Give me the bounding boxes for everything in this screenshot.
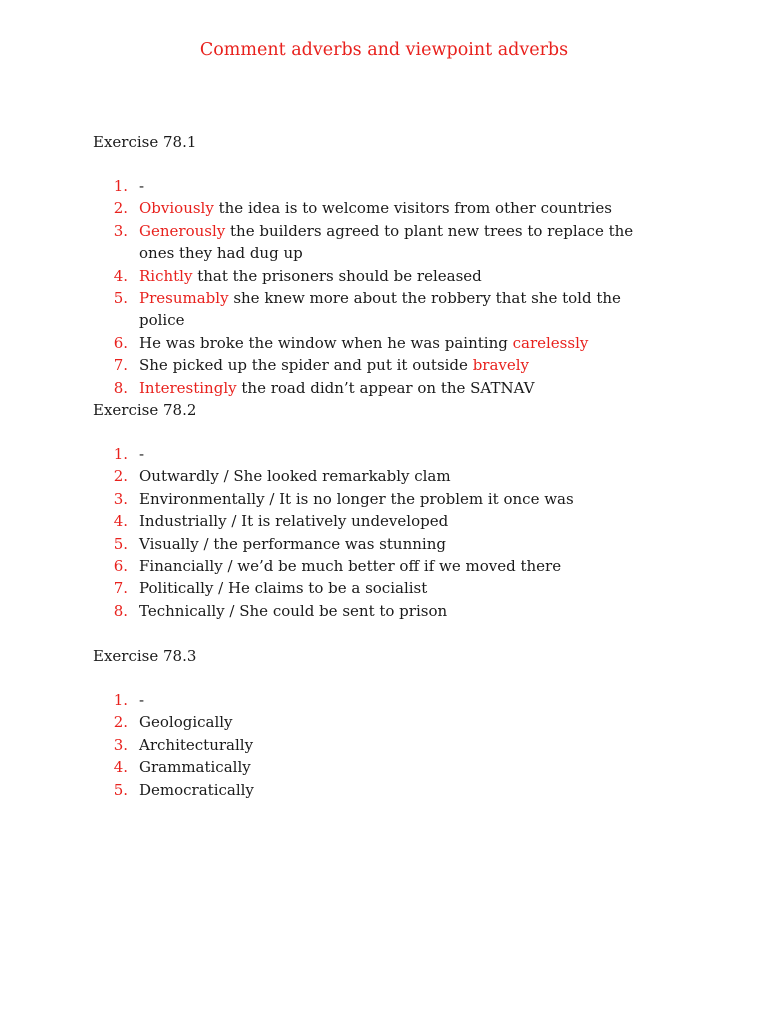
item-number: 5. — [113, 289, 128, 308]
list-item — [93, 689, 669, 711]
item-text: - — [139, 445, 145, 463]
exercise-heading: Exercise 78.1 — [93, 133, 197, 151]
item-number: 8. — [113, 601, 128, 620]
adverb-highlight: Generously — [139, 221, 226, 240]
exercise-78-3 — [93, 645, 693, 801]
item-number: 2. — [113, 467, 128, 486]
item-text: Financially / we’d be much better off if we moved there — [139, 557, 562, 576]
adverb-highlight: Presumably — [139, 289, 229, 308]
item-text: Technically / She could be sent to prison — [139, 601, 448, 620]
item-text: Architecturally — [139, 735, 254, 754]
list-item — [93, 533, 669, 555]
list-item — [93, 287, 669, 332]
adverb-highlight: Obviously — [139, 199, 214, 218]
exercise-78-1 — [93, 131, 693, 399]
adverb-highlight: Interestingly — [139, 378, 237, 397]
list-item — [93, 734, 669, 756]
item-text: She picked up the spider and put it outside — [139, 356, 473, 375]
item-text: the builders agreed to plant new trees to replace the ones they had dug up — [139, 221, 634, 263]
list-item — [93, 197, 669, 219]
item-number: 6. — [113, 333, 128, 352]
item-number: 3. — [113, 221, 128, 240]
list-item — [93, 332, 669, 354]
item-number: 5. — [113, 780, 128, 799]
item-text: Outwardly / She looked remarkably clam — [139, 467, 451, 486]
list-item — [93, 756, 669, 778]
item-number: 8. — [113, 378, 128, 397]
item-number: 7. — [113, 356, 128, 375]
list-item — [93, 354, 669, 376]
list-item — [93, 711, 669, 733]
item-number: 4. — [113, 758, 128, 777]
adverb-highlight: bravely — [472, 356, 530, 375]
list-item — [93, 510, 669, 532]
item-number: 1. — [113, 691, 128, 709]
item-text: Industrially / It is relatively undeveloped — [139, 512, 449, 531]
item-number: 4. — [113, 512, 128, 531]
answer-list — [93, 689, 693, 801]
item-number: 4. — [113, 266, 128, 285]
item-text: Politically / He claims to be a socialist — [139, 579, 428, 598]
list-item — [93, 465, 669, 487]
item-number: 7. — [113, 579, 128, 598]
answer-list — [93, 443, 693, 622]
item-text: Democratically — [139, 780, 254, 799]
item-number: 2. — [113, 713, 128, 732]
item-text: that the prisoners should be released — [192, 266, 482, 285]
item-number: 5. — [113, 534, 128, 553]
page-title: Comment adverbs and viewpoint adverbs — [199, 40, 569, 60]
list-item — [93, 577, 669, 599]
item-text: - — [139, 177, 145, 195]
item-text: Environmentally / It is no longer the problem it once was — [139, 489, 574, 508]
exercise-78-2 — [93, 399, 693, 622]
item-number: 2. — [113, 199, 128, 218]
item-text: Visually / the performance was stunning — [139, 534, 446, 553]
exercise-heading: Exercise 78.2 — [93, 401, 197, 419]
item-text: Grammatically — [139, 758, 251, 777]
item-text: He was broke the window when he was painting — [139, 333, 513, 352]
item-number: 1. — [113, 177, 128, 195]
item-number: 3. — [113, 489, 128, 508]
item-text: Geologically — [139, 713, 233, 732]
list-item — [93, 779, 669, 801]
item-text: she knew more about the robbery that she told the police — [139, 289, 621, 330]
exercise-heading: Exercise 78.3 — [93, 647, 197, 665]
adverb-highlight: Richtly — [139, 266, 193, 285]
list-item — [93, 377, 669, 399]
list-item — [93, 175, 669, 197]
item-text: - — [139, 691, 145, 709]
item-text: the road didn’t appear on the SATNAV — [236, 378, 535, 397]
item-number: 1. — [113, 445, 128, 463]
list-item — [93, 265, 669, 287]
list-item — [93, 488, 669, 510]
list-item — [93, 600, 669, 622]
item-number: 3. — [113, 735, 128, 754]
item-text: the idea is to welcome visitors from other countries — [213, 199, 612, 218]
list-item — [93, 220, 669, 265]
list-item — [93, 555, 669, 577]
list-item — [93, 443, 669, 465]
answer-list — [93, 175, 693, 399]
item-number: 6. — [113, 557, 128, 576]
adverb-highlight: carelessly — [512, 333, 589, 352]
